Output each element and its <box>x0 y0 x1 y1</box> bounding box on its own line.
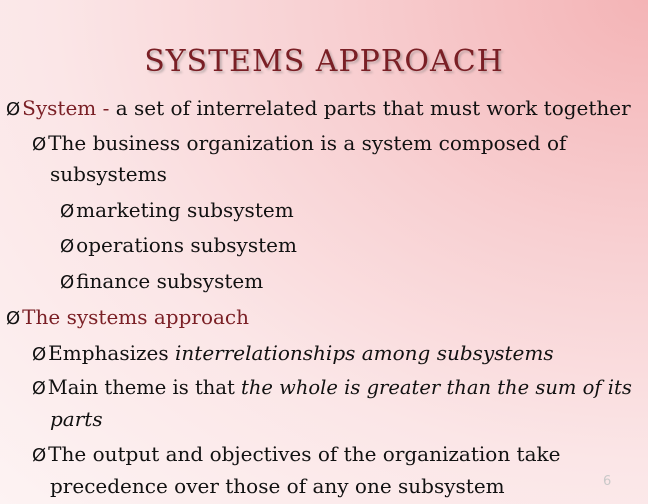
term-system: System - <box>22 96 110 120</box>
bullet-text: The business organization is a system composed of <box>48 131 567 155</box>
bullet-main-theme <box>32 376 632 401</box>
bullet-system-definition <box>6 96 631 122</box>
bullet-business-organization <box>32 131 566 157</box>
definition-system: a set of interrelated parts that must work together <box>109 96 631 120</box>
arrow-bullet-icon: Ø <box>32 134 47 155</box>
bullet-continuation: precedence over those of any one subsystem <box>50 474 505 498</box>
subsystem-item <box>60 198 294 224</box>
bullet-continuation: parts <box>50 407 103 431</box>
arrow-bullet-icon: Ø <box>60 272 75 293</box>
arrow-bullet-icon: Ø <box>32 344 47 365</box>
subsystem-item <box>60 233 297 259</box>
bullet-text: Main theme is that <box>47 376 242 399</box>
arrow-bullet-icon: Ø <box>60 236 75 257</box>
arrow-bullet-icon: Ø <box>6 308 21 329</box>
arrow-bullet-icon: Ø <box>32 379 46 399</box>
emphasis-text: the whole is greater than the sum of its <box>241 376 632 399</box>
subsystem-item <box>60 269 263 295</box>
bullet-emphasizes <box>32 341 554 367</box>
arrow-bullet-icon: Ø <box>6 99 21 120</box>
bullet-text: Emphasizes <box>48 341 175 365</box>
arrow-bullet-icon: Ø <box>32 445 47 466</box>
emphasis-text: interrelationships among subsystems <box>175 341 554 365</box>
slide-title: SYSTEMS APPROACH <box>144 44 504 79</box>
bullet-continuation: subsystems <box>50 162 167 186</box>
page-number: 6 <box>603 474 612 489</box>
subsystem-label: operations subsystem <box>76 233 297 257</box>
arrow-bullet-icon: Ø <box>60 201 75 222</box>
bullet-systems-approach <box>6 305 249 331</box>
subsystem-label: marketing subsystem <box>76 198 294 222</box>
bullet-text: The output and objectives of the organization take <box>48 442 561 466</box>
subsystem-label: finance subsystem <box>76 269 264 293</box>
bullet-output-objectives <box>32 442 560 468</box>
term-systems-approach: The systems approach <box>22 305 250 329</box>
